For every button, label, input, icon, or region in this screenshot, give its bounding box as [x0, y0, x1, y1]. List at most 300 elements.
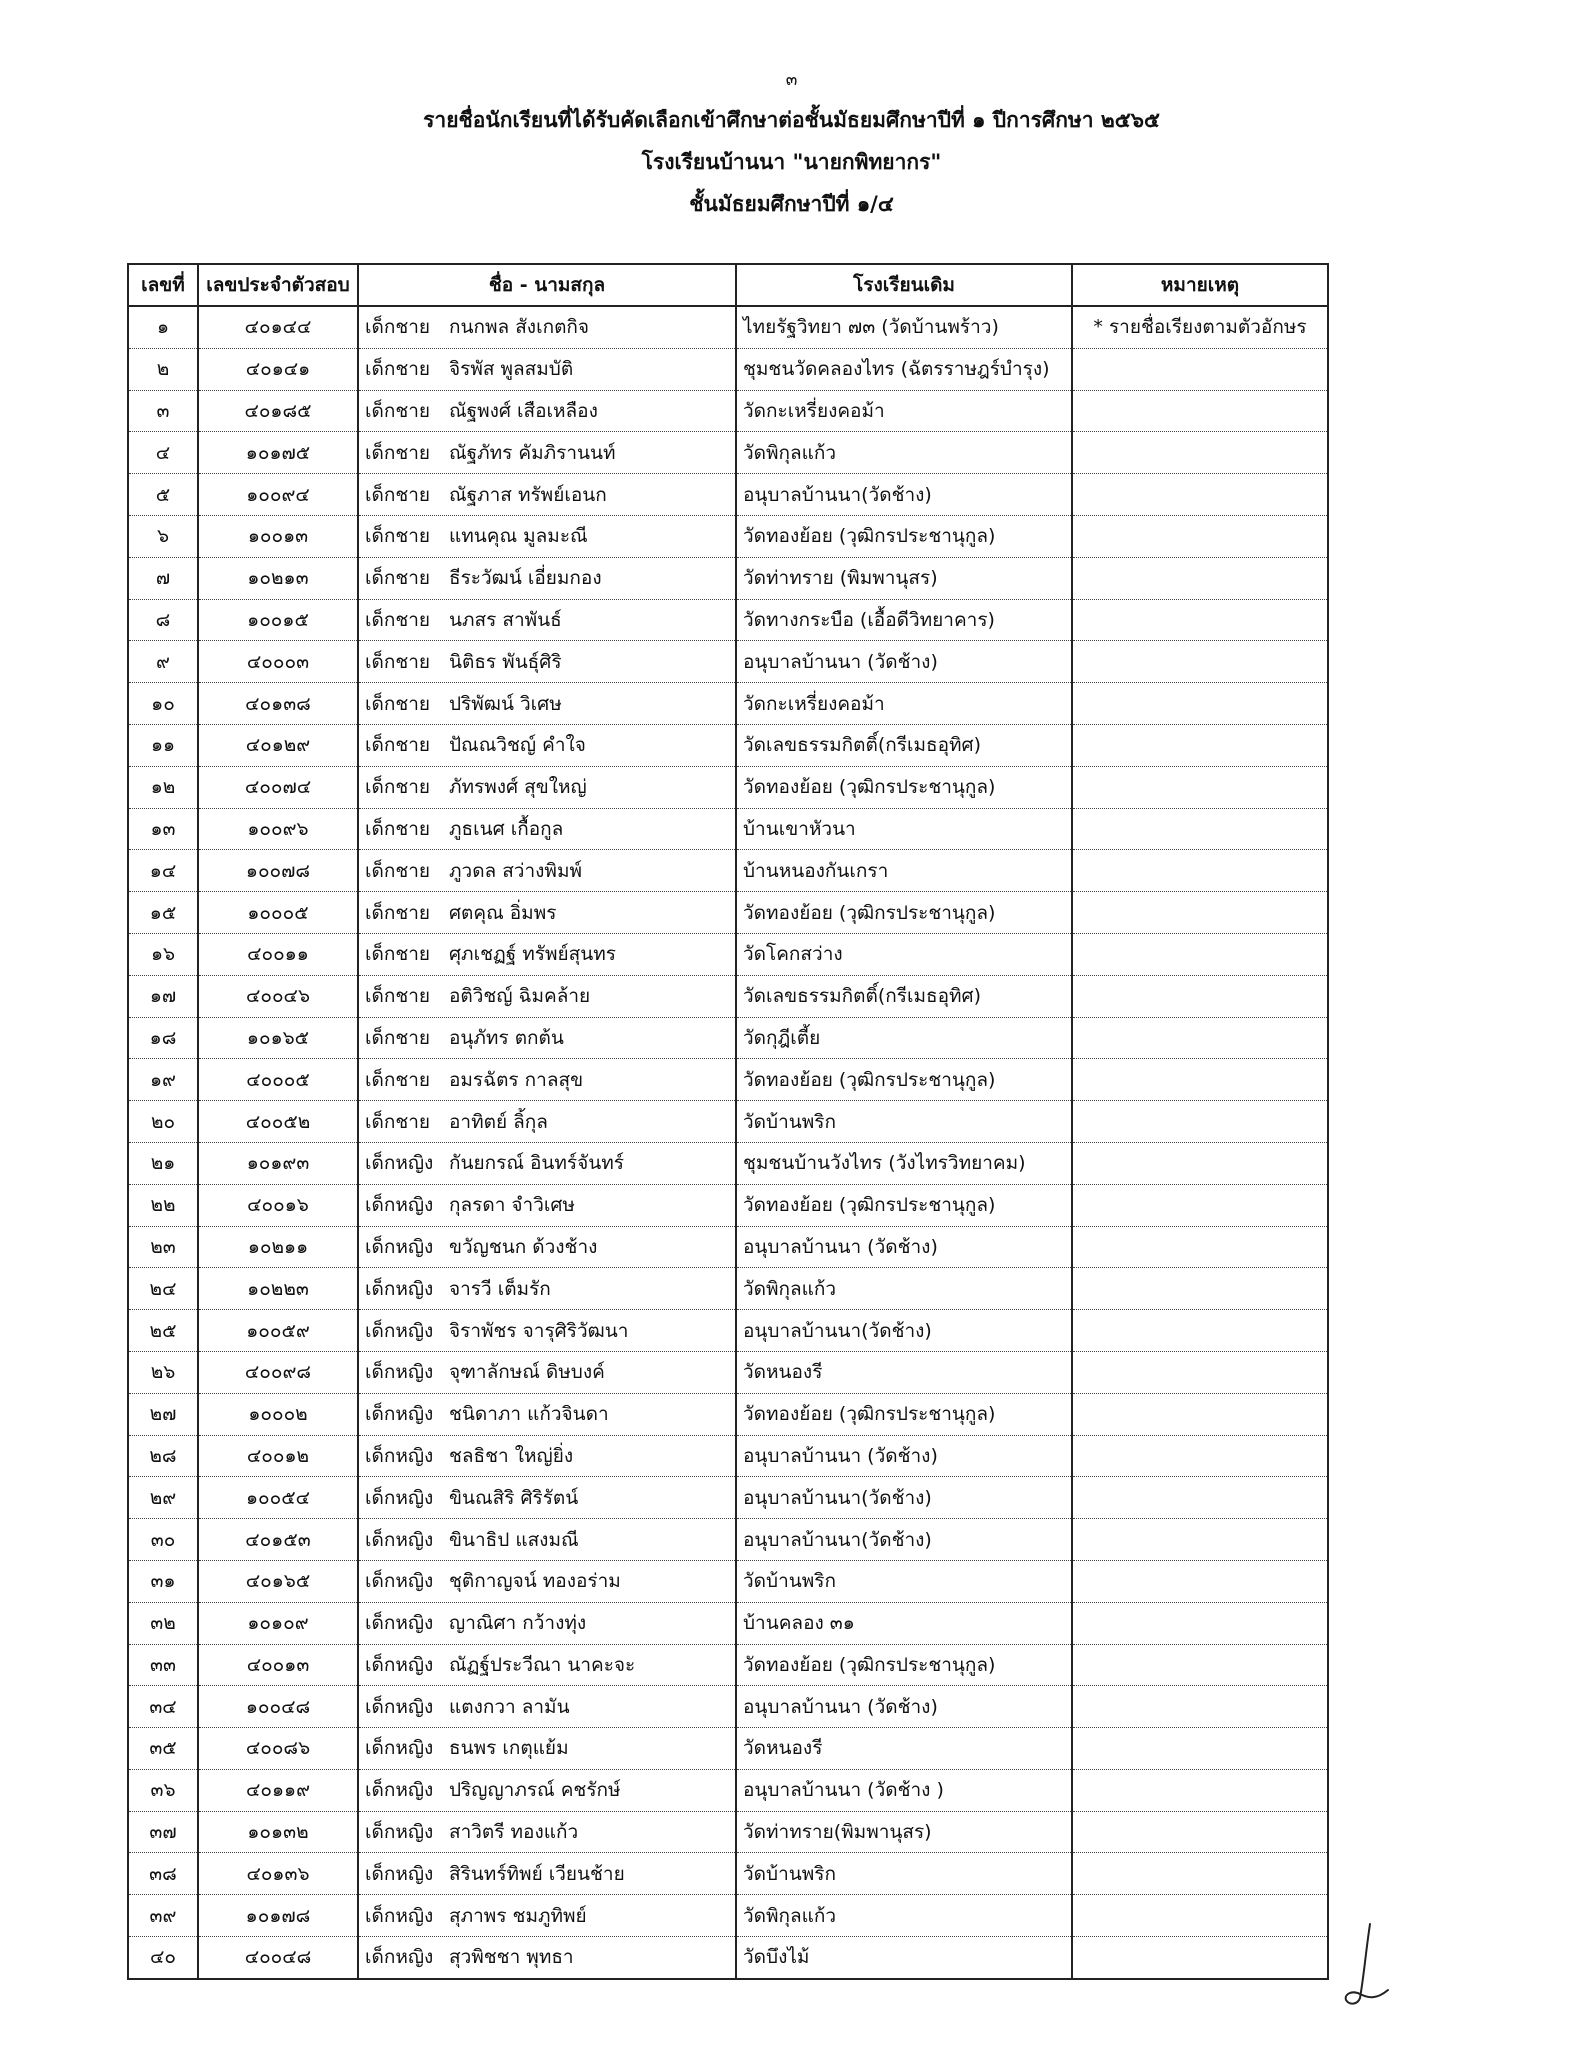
exam-id: ๑๐๐๙๔ [198, 474, 358, 516]
student-name: ชุติกาญจน์ ทองอร่าม [449, 1570, 621, 1593]
student-name-cell [358, 1268, 736, 1310]
table-row [128, 850, 1328, 892]
row-number: ๑ [128, 306, 198, 348]
student-name: แทนคุณ มูลมะณี [449, 525, 588, 548]
table-row [128, 1560, 1328, 1602]
row-number: ๔ [128, 432, 198, 474]
remark [1072, 1644, 1328, 1686]
previous-school: อนุบาลบ้านนา (วัดช้าง) [736, 641, 1072, 683]
remark [1072, 1351, 1328, 1393]
table-body [128, 306, 1328, 1979]
remark [1072, 1101, 1328, 1143]
student-name-cell [358, 1226, 736, 1268]
table-row [128, 1435, 1328, 1477]
exam-id: ๑๐๑๗๕ [198, 432, 358, 474]
student-name: สุวพิชชา พุทธา [449, 1946, 574, 1969]
student-name: ศุภเชฏฐ์ ทรัพย์สุนทร [449, 943, 616, 966]
name-prefix: เด็กชาย [365, 525, 431, 548]
table-row [128, 1937, 1328, 1979]
student-name: ณัฐภาส ทรัพย์เอนก [449, 483, 607, 506]
remark [1072, 641, 1328, 683]
previous-school: วัดบึงไม้ [736, 1937, 1072, 1979]
row-number: ๓๑ [128, 1560, 198, 1602]
remark [1072, 474, 1328, 516]
exam-id: ๑๐๑๐๙ [198, 1602, 358, 1644]
row-number: ๘ [128, 599, 198, 641]
name-prefix: เด็กหญิง [365, 1737, 434, 1760]
name-prefix: เด็กชาย [365, 483, 431, 506]
previous-school: วัดทองย้อย (วุฒิกรประชานุกูล) [736, 1393, 1072, 1435]
table-row [128, 515, 1328, 557]
student-name-cell [358, 1351, 736, 1393]
student-name-cell [358, 1769, 736, 1811]
student-name: กุลรดา จำวิเศษ [449, 1194, 575, 1217]
name-prefix: เด็กชาย [365, 943, 431, 966]
exam-id: ๔๐๐๑๓ [198, 1644, 358, 1686]
student-name-cell [358, 474, 736, 516]
table-row [128, 641, 1328, 683]
student-name: แตงกวา ลามัน [449, 1695, 570, 1718]
row-number: ๒๕ [128, 1310, 198, 1352]
table-row [128, 1686, 1328, 1728]
previous-school: วัดทองย้อย (วุฒิกรประชานุกูล) [736, 1184, 1072, 1226]
student-name-cell [358, 808, 736, 850]
remark [1072, 1728, 1328, 1770]
remark [1072, 1226, 1328, 1268]
remark [1072, 975, 1328, 1017]
student-name: ภัทรพงศ์ สุขใหญ่ [449, 776, 587, 799]
remark [1072, 599, 1328, 641]
name-prefix: เด็กหญิง [365, 1403, 434, 1426]
previous-school: อนุบาลบ้านนา(วัดช้าง) [736, 1519, 1072, 1561]
row-number: ๓๘ [128, 1853, 198, 1895]
row-number: ๙ [128, 641, 198, 683]
name-prefix: เด็กหญิง [365, 1277, 434, 1300]
name-prefix: เด็กหญิง [365, 1486, 434, 1509]
previous-school: วัดหนองรี [736, 1351, 1072, 1393]
table-row [128, 1268, 1328, 1310]
remark [1072, 933, 1328, 975]
exam-id: ๑๐๐๕๙ [198, 1310, 358, 1352]
student-name-cell [358, 1811, 736, 1853]
remark: * รายชื่อเรียงตามตัวอักษร [1072, 306, 1328, 348]
student-name: ณัฐภัทร คัมภิรานนท์ [449, 441, 616, 464]
student-name: ธีระวัฒน์ เอี่ยมกอง [449, 567, 602, 590]
exam-id: ๔๐๐๐๕ [198, 1059, 358, 1101]
row-number: ๑๐ [128, 683, 198, 725]
name-prefix: เด็กชาย [365, 734, 431, 757]
previous-school: วัดทองย้อย (วุฒิกรประชานุกูล) [736, 766, 1072, 808]
exam-id: ๔๐๑๒๙ [198, 724, 358, 766]
exam-id: ๑๐๐๗๘ [198, 850, 358, 892]
name-prefix: เด็กหญิง [365, 1444, 434, 1467]
student-name-cell [358, 1686, 736, 1728]
student-name-cell [358, 1560, 736, 1602]
student-name: สุภาพร ชมภูทิพย์ [449, 1904, 587, 1927]
name-prefix: เด็กชาย [365, 316, 431, 339]
row-number: ๑๘ [128, 1017, 198, 1059]
remark [1072, 1059, 1328, 1101]
previous-school: อนุบาลบ้านนา (วัดช้าง) [736, 1226, 1072, 1268]
previous-school: อนุบาลบ้านนา(วัดช้าง) [736, 1477, 1072, 1519]
exam-id: ๔๐๐๑๑ [198, 933, 358, 975]
table-row [128, 1310, 1328, 1352]
remark [1072, 892, 1328, 934]
previous-school: อนุบาลบ้านนา (วัดช้าง ) [736, 1769, 1072, 1811]
exam-id: ๑๐๒๑๑ [198, 1226, 358, 1268]
student-name-cell [358, 306, 736, 348]
previous-school: วัดเลขธรรมกิตติ์(กรีเมธอุทิศ) [736, 975, 1072, 1017]
exam-id: ๔๐๐๕๒ [198, 1101, 358, 1143]
student-name-cell [358, 1184, 736, 1226]
row-number: ๒ [128, 348, 198, 390]
remark [1072, 850, 1328, 892]
exam-id: ๔๐๐๙๘ [198, 1351, 358, 1393]
previous-school: วัดบ้านพริก [736, 1853, 1072, 1895]
table-row [128, 975, 1328, 1017]
row-number: ๑๔ [128, 850, 198, 892]
row-number: ๒๒ [128, 1184, 198, 1226]
student-name-cell [358, 1059, 736, 1101]
table-row [128, 390, 1328, 432]
row-number: ๒๔ [128, 1268, 198, 1310]
table-row [128, 1477, 1328, 1519]
name-prefix: เด็กชาย [365, 776, 431, 799]
remark [1072, 1519, 1328, 1561]
school-name: โรงเรียนบ้านนา "นายกพิทยากร" [641, 150, 942, 174]
student-name: ชนิดาภา แก้วจินดา [449, 1403, 609, 1426]
student-name-cell [358, 1519, 736, 1561]
remark [1072, 1310, 1328, 1352]
page-number: ๓ [785, 70, 798, 90]
remark [1072, 1811, 1328, 1853]
row-number: ๒๓ [128, 1226, 198, 1268]
column-header-previous-school: โรงเรียนเดิม [736, 264, 1072, 306]
student-name: ขินณสิริ ศิริรัตน์ [449, 1486, 579, 1509]
name-prefix: เด็กหญิง [365, 1946, 434, 1969]
row-number: ๑๗ [128, 975, 198, 1017]
table-header-row [128, 264, 1328, 306]
row-number: ๑๙ [128, 1059, 198, 1101]
previous-school: วัดทางกระบือ (เอื้อดีวิทยาคาร) [736, 599, 1072, 641]
previous-school: บ้านเขาหัวนา [736, 808, 1072, 850]
name-prefix: เด็กหญิง [365, 1570, 434, 1593]
row-number: ๕ [128, 474, 198, 516]
table-row [128, 933, 1328, 975]
student-name-cell [358, 766, 736, 808]
previous-school: วัดทองย้อย (วุฒิกรประชานุกูล) [736, 1644, 1072, 1686]
row-number: ๔๐ [128, 1937, 198, 1979]
student-name-cell [358, 1435, 736, 1477]
student-name: นิติธร พันธุ์ศิริ [449, 650, 562, 673]
remark [1072, 1895, 1328, 1937]
student-name: ปริพัฒน์ วิเศษ [449, 692, 562, 715]
previous-school: วัดกะเหรี่ยงคอม้า [736, 390, 1072, 432]
exam-id: ๑๐๐๕๔ [198, 1477, 358, 1519]
remark [1072, 1602, 1328, 1644]
exam-id: ๔๐๑๑๙ [198, 1769, 358, 1811]
table-row [128, 306, 1328, 348]
name-prefix: เด็กหญิง [365, 1653, 434, 1676]
row-number: ๒๙ [128, 1477, 198, 1519]
name-prefix: เด็กชาย [365, 859, 431, 882]
student-name: ปัณณวิชญ์ คำใจ [449, 734, 586, 757]
row-number: ๓๐ [128, 1519, 198, 1561]
document-title: รายชื่อนักเรียนที่ได้รับคัดเลือกเข้าศึกษาต่อชั้นมัธยมศึกษาปีที่ ๑ ปีการศึกษา ๒๕๖๕ [423, 108, 1160, 132]
student-name: กนกพล สังเกตกิจ [449, 316, 590, 339]
name-prefix: เด็กชาย [365, 985, 431, 1008]
student-name-cell [358, 683, 736, 725]
name-prefix: เด็กชาย [365, 358, 431, 381]
table-row [128, 1017, 1328, 1059]
column-header-name: ชื่อ - นามสกุล [358, 264, 736, 306]
exam-id: ๔๐๑๖๕ [198, 1560, 358, 1602]
table-row [128, 1142, 1328, 1184]
student-name: ศตคุณ อิ่มพร [449, 901, 557, 924]
table-row [128, 1226, 1328, 1268]
table-row [128, 1393, 1328, 1435]
name-prefix: เด็กหญิง [365, 1612, 434, 1635]
table-row [128, 557, 1328, 599]
remark [1072, 1184, 1328, 1226]
name-prefix: เด็กหญิง [365, 1194, 434, 1217]
previous-school: วัดทองย้อย (วุฒิกรประชานุกูล) [736, 1059, 1072, 1101]
previous-school: อนุบาลบ้านนา (วัดช้าง) [736, 1686, 1072, 1728]
student-name: จิราพัชร จารุศิริวัฒนา [449, 1319, 629, 1342]
remark [1072, 1769, 1328, 1811]
table-row [128, 1811, 1328, 1853]
student-name-cell [358, 1853, 736, 1895]
exam-id: ๔๐๑๔๑ [198, 348, 358, 390]
student-name: สาวิตรี ทองแก้ว [449, 1821, 579, 1844]
exam-id: ๔๐๐๗๔ [198, 766, 358, 808]
student-name-cell [358, 1937, 736, 1979]
exam-id: ๑๐๐๐๒ [198, 1393, 358, 1435]
remark [1072, 1686, 1328, 1728]
exam-id: ๔๐๑๓๘ [198, 683, 358, 725]
table-row [128, 1184, 1328, 1226]
student-roster-table [127, 263, 1329, 1980]
row-number: ๓๕ [128, 1728, 198, 1770]
name-prefix: เด็กหญิง [365, 1319, 434, 1342]
student-name: อนุภัทร ตกต้น [449, 1026, 564, 1049]
exam-id: ๑๐๑๙๓ [198, 1142, 358, 1184]
student-name-cell [358, 1895, 736, 1937]
remark [1072, 515, 1328, 557]
exam-id: ๔๐๐๔๖ [198, 975, 358, 1017]
table-row [128, 1895, 1328, 1937]
row-number: ๑๖ [128, 933, 198, 975]
student-name-cell [358, 390, 736, 432]
student-name-cell [358, 1101, 736, 1143]
remark [1072, 390, 1328, 432]
remark [1072, 348, 1328, 390]
table-row [128, 1519, 1328, 1561]
name-prefix: เด็กหญิง [365, 1862, 434, 1885]
exam-id: ๑๐๒๑๓ [198, 557, 358, 599]
exam-id: ๑๐๑๗๘ [198, 1895, 358, 1937]
student-name-cell [358, 933, 736, 975]
row-number: ๒๘ [128, 1435, 198, 1477]
student-name-cell [358, 1310, 736, 1352]
student-name: จิรพัส พูลสมบัติ [449, 358, 574, 381]
previous-school: วัดทองย้อย (วุฒิกรประชานุกูล) [736, 515, 1072, 557]
previous-school: วัดพิกุลแก้ว [736, 1895, 1072, 1937]
table-row [128, 1853, 1328, 1895]
name-prefix: เด็กชาย [365, 650, 431, 673]
table-row [128, 1101, 1328, 1143]
table-row [128, 599, 1328, 641]
student-name-cell [358, 1728, 736, 1770]
name-prefix: เด็กหญิง [365, 1821, 434, 1844]
exam-id: ๔๐๐๘๖ [198, 1728, 358, 1770]
student-name-cell [358, 1644, 736, 1686]
column-header-number: เลขที่ [128, 264, 198, 306]
row-number: ๒๐ [128, 1101, 198, 1143]
student-name-cell [358, 1017, 736, 1059]
table-row [128, 1059, 1328, 1101]
student-name: จารวี เต็มรัก [449, 1277, 551, 1300]
student-name: ภูธเนศ เกื้อกูล [449, 817, 564, 840]
exam-id: ๔๐๐๑๖ [198, 1184, 358, 1226]
remark [1072, 1393, 1328, 1435]
row-number: ๓ [128, 390, 198, 432]
name-prefix: เด็กหญิง [365, 1528, 434, 1551]
exam-id: ๑๐๐๑๕ [198, 599, 358, 641]
student-name: อมรฉัตร กาลสุข [449, 1068, 584, 1091]
previous-school: วัดกุฎีเตี้ย [736, 1017, 1072, 1059]
name-prefix: เด็กหญิง [365, 1152, 434, 1175]
remark [1072, 766, 1328, 808]
student-name: ภูวดล สว่างพิมพ์ [449, 859, 582, 882]
remark [1072, 683, 1328, 725]
previous-school: วัดพิกุลแก้ว [736, 432, 1072, 474]
exam-id: ๑๐๑๖๕ [198, 1017, 358, 1059]
remark [1072, 1477, 1328, 1519]
student-name-cell [358, 724, 736, 766]
table-row [128, 1644, 1328, 1686]
row-number: ๑๓ [128, 808, 198, 850]
student-name-cell [358, 432, 736, 474]
previous-school: วัดท่าทราย(พิมพานุสร) [736, 1811, 1072, 1853]
exam-id: ๑๐๒๒๓ [198, 1268, 358, 1310]
table-row [128, 1769, 1328, 1811]
table-row [128, 808, 1328, 850]
name-prefix: เด็กหญิง [365, 1779, 434, 1802]
previous-school: อนุบาลบ้านนา(วัดช้าง) [736, 1310, 1072, 1352]
row-number: ๑๒ [128, 766, 198, 808]
student-name-cell [358, 1142, 736, 1184]
student-name-cell [358, 348, 736, 390]
table-row [128, 683, 1328, 725]
table-row [128, 1602, 1328, 1644]
row-number: ๗ [128, 557, 198, 599]
exam-id: ๑๐๐๐๕ [198, 892, 358, 934]
student-name: ณัฏฐ์ประวีณา นาคะจะ [449, 1653, 636, 1676]
previous-school: วัดเลขธรรมกิตติ์(กรีเมธอุทิศ) [736, 724, 1072, 766]
signature-mark [1336, 1920, 1396, 2010]
exam-id: ๑๐๐๙๖ [198, 808, 358, 850]
exam-id: ๑๐๐๑๓ [198, 515, 358, 557]
previous-school: วัดบ้านพริก [736, 1101, 1072, 1143]
remark [1072, 1017, 1328, 1059]
name-prefix: เด็กหญิง [365, 1695, 434, 1718]
previous-school: วัดท่าทราย (พิมพานุสร) [736, 557, 1072, 599]
exam-id: ๔๐๐๑๒ [198, 1435, 358, 1477]
row-number: ๓๒ [128, 1602, 198, 1644]
remark [1072, 1435, 1328, 1477]
name-prefix: เด็กชาย [365, 692, 431, 715]
row-number: ๓๙ [128, 1895, 198, 1937]
student-name-cell [358, 1477, 736, 1519]
previous-school: วัดพิกุลแก้ว [736, 1268, 1072, 1310]
exam-id: ๔๐๑๓๖ [198, 1853, 358, 1895]
previous-school: อนุบาลบ้านนา(วัดช้าง) [736, 474, 1072, 516]
student-name-cell [358, 515, 736, 557]
exam-id: ๔๐๑๘๕ [198, 390, 358, 432]
student-name-cell [358, 892, 736, 934]
previous-school: วัดกะเหรี่ยงคอม้า [736, 683, 1072, 725]
column-header-exam-id: เลขประจำตัวสอบ [198, 264, 358, 306]
class-level: ชั้นมัธยมศึกษาปีที่ ๑/๔ [689, 192, 894, 216]
table-row [128, 1728, 1328, 1770]
remark [1072, 1853, 1328, 1895]
previous-school: วัดโคกสว่าง [736, 933, 1072, 975]
remark [1072, 1268, 1328, 1310]
name-prefix: เด็กหญิง [365, 1904, 434, 1927]
student-name: สิรินทร์ทิพย์ เวียนช้าย [449, 1862, 625, 1885]
row-number: ๓๖ [128, 1769, 198, 1811]
row-number: ๓๗ [128, 1811, 198, 1853]
previous-school: ชุมชนบ้านวังไทร (วังไทรวิทยาคม) [736, 1142, 1072, 1184]
row-number: ๑๑ [128, 724, 198, 766]
table-row [128, 1351, 1328, 1393]
remark [1072, 557, 1328, 599]
previous-school: วัดบ้านพริก [736, 1560, 1072, 1602]
row-number: ๖ [128, 515, 198, 557]
previous-school: วัดหนองรี [736, 1728, 1072, 1770]
name-prefix: เด็กชาย [365, 1068, 431, 1091]
name-prefix: เด็กชาย [365, 817, 431, 840]
table-row [128, 432, 1328, 474]
student-name: ขินาธิป แสงมณี [449, 1528, 579, 1551]
previous-school: ชุมชนวัดคลองไทร (ฉัตรราษฎร์บำรุง) [736, 348, 1072, 390]
name-prefix: เด็กชาย [365, 399, 431, 422]
exam-id: ๔๐๑๔๔ [198, 306, 358, 348]
remark [1072, 808, 1328, 850]
exam-id: ๑๐๐๔๘ [198, 1686, 358, 1728]
exam-id: ๔๐๑๕๓ [198, 1519, 358, 1561]
table-row [128, 766, 1328, 808]
student-name-cell [358, 599, 736, 641]
previous-school: วัดทองย้อย (วุฒิกรประชานุกูล) [736, 892, 1072, 934]
exam-id: ๔๐๐๐๓ [198, 641, 358, 683]
row-number: ๒๗ [128, 1393, 198, 1435]
previous-school: อนุบาลบ้านนา (วัดช้าง) [736, 1435, 1072, 1477]
name-prefix: เด็กชาย [365, 1110, 431, 1133]
student-name-cell [358, 641, 736, 683]
student-name: ปริญญาภรณ์ คชรักษ์ [449, 1779, 621, 1802]
row-number: ๓๓ [128, 1644, 198, 1686]
student-name: อติวิชญ์ ฉิมคล้าย [449, 985, 591, 1008]
remark [1072, 724, 1328, 766]
remark [1072, 1560, 1328, 1602]
table-row [128, 892, 1328, 934]
row-number: ๒๑ [128, 1142, 198, 1184]
student-name-cell [358, 975, 736, 1017]
remark [1072, 432, 1328, 474]
student-name-cell [358, 557, 736, 599]
